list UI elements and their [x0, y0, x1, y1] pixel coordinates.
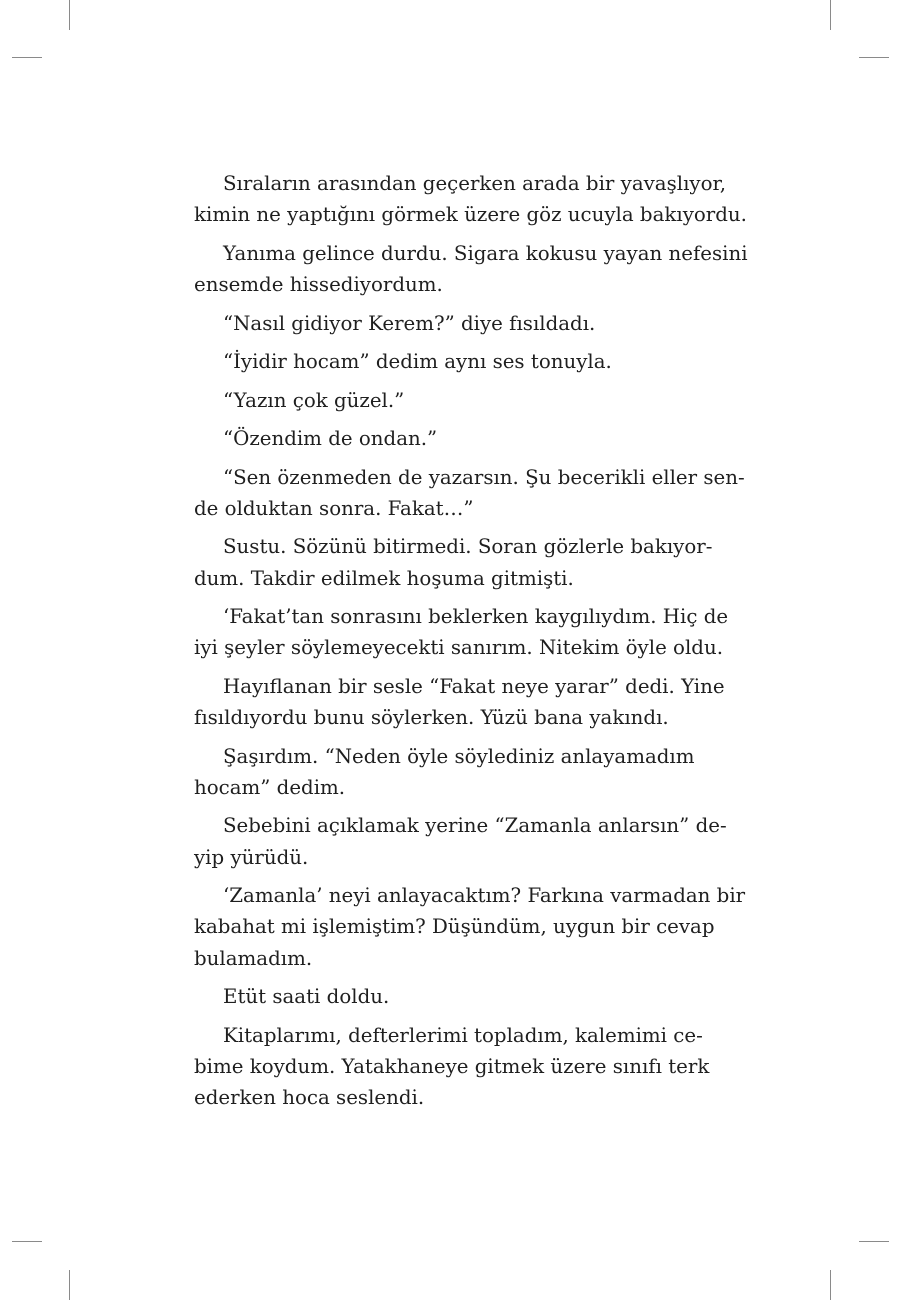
text-line: “İyidir hocam” dedim aynı ses tonuyla.	[223, 350, 612, 374]
text-line: Yanıma gelince durdu. Sigara kokusu yayan nefesini	[223, 241, 748, 265]
text-line: “Sen özenmeden de yazarsın. Şu becerikli eller sen-	[223, 465, 745, 489]
text-line: Hayıflanan bir sesle “Fakat neye yarar” dedi. Yine	[223, 674, 725, 698]
crop-mark-top-right-vertical	[830, 0, 831, 30]
crop-mark-top-left-horizontal	[12, 57, 42, 58]
paragraph	[194, 462, 745, 525]
text-line: ederken hoca seslendi.	[194, 1086, 425, 1110]
text-line: bulamadım.	[194, 946, 313, 970]
paragraph	[194, 601, 729, 664]
text-line: Etüt saati doldu.	[223, 985, 390, 1009]
paragraph	[194, 423, 691, 454]
paragraph	[194, 671, 725, 734]
body-text	[194, 168, 748, 1121]
paragraph	[194, 385, 691, 416]
crop-mark-bottom-right-horizontal	[859, 1241, 889, 1242]
paragraph	[194, 168, 747, 231]
text-line: Kitaplarımı, defterlerimi topladım, kalemimi ce-	[223, 1023, 703, 1047]
text-line: “Özendim de ondan.”	[223, 427, 438, 451]
paragraph	[194, 531, 713, 594]
paragraph	[194, 981, 691, 1012]
text-line: hocam” dedim.	[194, 775, 346, 799]
paragraph	[194, 308, 691, 339]
paragraph	[194, 238, 748, 301]
text-line: kimin ne yaptığını görmek üzere göz ucuyla bakıyordu.	[194, 203, 747, 227]
text-line: “Nasıl gidiyor Kerem?” diye fısıldadı.	[223, 311, 596, 335]
text-line: kabahat mi işlemiştim? Düşündüm, uygun bir cevap	[194, 915, 715, 939]
text-line: yip yürüdü.	[194, 845, 309, 869]
text-line: iyi şeyler söylemeyecekti sanırım. Nitekim öyle oldu.	[194, 636, 723, 660]
text-line: de olduktan sonra. Fakat…”	[194, 496, 474, 520]
text-line: Sebebini açıklamak yerine “Zamanla anlarsın” de-	[223, 814, 727, 838]
text-line: “Yazın çok güzel.”	[223, 388, 405, 412]
text-line: Şaşırdım. “Neden öyle söylediniz anlayamadım	[223, 744, 695, 768]
text-line: ‘Zamanla’ neyi anlayacaktım? Farkına varmadan bir	[223, 884, 746, 908]
crop-mark-top-right-horizontal	[859, 57, 889, 58]
crop-mark-top-left-vertical	[69, 0, 70, 30]
text-line: ‘Fakat’tan sonrasını beklerken kaygılıydım. Hiç de	[223, 605, 729, 629]
crop-mark-bottom-right-vertical	[830, 1270, 831, 1300]
paragraph	[194, 880, 746, 974]
paragraph	[194, 346, 691, 377]
text-line: Sustu. Sözünü bitirmedi. Soran gözlerle bakıyor-	[223, 535, 713, 559]
text-line: ensemde hissediyordum.	[194, 273, 443, 297]
crop-mark-bottom-left-horizontal	[12, 1241, 42, 1242]
text-line: bime koydum. Yatakhaneye gitmek üzere sınıfı terk	[194, 1055, 710, 1079]
text-line: fısıldıyordu bunu söylerken. Yüzü bana yakındı.	[194, 706, 669, 730]
paragraph	[194, 741, 695, 804]
text-line: dum. Takdir edilmek hoşuma gitmişti.	[194, 566, 574, 590]
paragraph	[194, 1020, 710, 1114]
paragraph	[194, 810, 727, 873]
crop-mark-bottom-left-vertical	[69, 1270, 70, 1300]
text-line: Sıraların arasından geçerken arada bir yavaşlıyor,	[223, 172, 727, 195]
